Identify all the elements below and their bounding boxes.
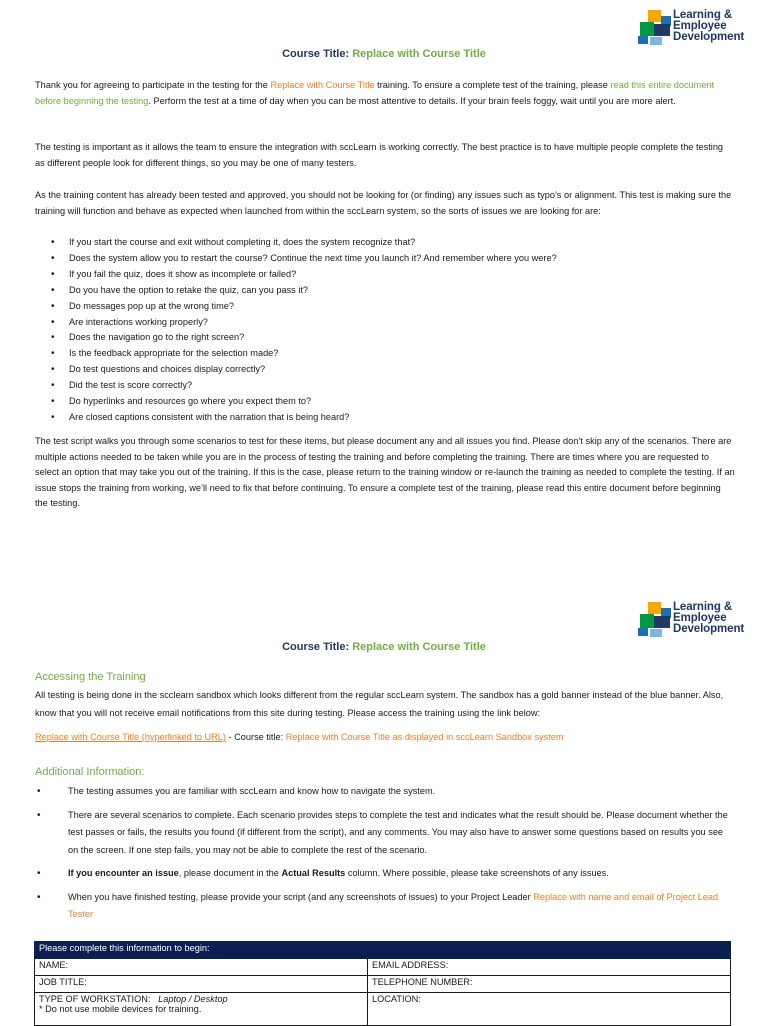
telephone-label: TELEPHONE NUMBER: bbox=[372, 977, 473, 987]
intro-p1-text-a: Thank you for agreeing to participate in the testing for the bbox=[35, 80, 271, 90]
accessing-training-heading: Accessing the Training bbox=[35, 671, 146, 683]
list-item: • Do hyperlinks and resources go where you expect them to? bbox=[35, 394, 735, 410]
intro-paragraph-4: The test script walks you through some scenarios to test for these items, but please document any and all issues you find. Please don’t skip any of the scenarios. There are multiple actions needed to be taken while you are in the process of testing the training and before completing the training. There are times where you are requested to select an option that may take you out of the training. If this is the case, please return to the training window or re-launch the training as needed to complete the testing. If an issue stops the training from working, we’ll need to fix that before continuing. To ensure a complete test of the training, please read this entire document before beginning the testing. bbox=[35, 436, 735, 509]
list-item bbox=[35, 783, 735, 801]
additional-item-3-column: Actual Results bbox=[281, 868, 346, 878]
logo-line-1: Learning & bbox=[673, 9, 733, 21]
learning-employee-development-logo bbox=[638, 602, 750, 642]
list-item: • Are closed captions consistent with the narration that is being heard? bbox=[35, 410, 735, 426]
list-item: • If you start the course and exit without completing it, does the system recognize that? bbox=[35, 235, 735, 251]
course-title-label: Course Title: bbox=[282, 641, 350, 653]
course-title-label: Course Title: bbox=[282, 48, 350, 60]
course-title-heading bbox=[0, 641, 768, 653]
intro-paragraph-1 bbox=[35, 78, 735, 109]
document-page-2 bbox=[0, 596, 768, 1024]
email-label: EMAIL ADDRESS: bbox=[372, 960, 449, 970]
workstation-field[interactable] bbox=[35, 993, 368, 1026]
list-item bbox=[35, 807, 735, 860]
course-title-value: Replace with Course Title bbox=[352, 48, 486, 60]
training-link-row bbox=[35, 732, 564, 742]
additional-item-3-bold: If you encounter an issue bbox=[68, 868, 179, 878]
additional-item-1: The testing assumes you are familiar with sccLearn and know how to navigate the system. bbox=[68, 786, 436, 796]
logo-line-3: Development bbox=[673, 31, 745, 43]
intro-paragraph-2: The testing is important as it allows the team to ensure the integration with sccLearn is working correctly. The best practice is to have multiple people complete the testing as different people look for different things, so you may be one of many testers. bbox=[35, 142, 724, 168]
additional-information-list bbox=[35, 783, 735, 930]
workstation-label: TYPE OF WORKSTATION: bbox=[39, 994, 151, 1004]
issue-checklist bbox=[35, 235, 735, 426]
intro-p1-text-b: training. To ensure a complete test of the training, please bbox=[374, 80, 611, 90]
list-item bbox=[35, 889, 735, 924]
logo-line-1: Learning & bbox=[673, 601, 733, 613]
accessing-training-body: All testing is being done in the scclearn sandbox which looks different from the regular sccLearn system. The sandbox has a gold banner instead of the blue banner. Also, know that you will not receive email notifications from this site during testing. Please access the training using the link below: bbox=[35, 690, 724, 718]
training-link[interactable]: Replace with Course Title (hyperlinked to URL) bbox=[35, 732, 226, 742]
list-item: • Do test questions and choices display correctly? bbox=[35, 362, 735, 378]
logo-mark-icon bbox=[638, 10, 672, 46]
list-item: • Does the system allow you to restart the course? Continue the next time you launch it? And remember where you were? bbox=[35, 251, 735, 267]
course-title-value: Replace with Course Title bbox=[352, 641, 486, 653]
job-title-field[interactable] bbox=[35, 976, 368, 993]
list-item: • Does the navigation go to the right screen? bbox=[35, 330, 735, 346]
training-link-separator: - Course title: bbox=[225, 732, 286, 742]
logo-text bbox=[673, 10, 744, 43]
mobile-device-note: * Do not use mobile devices for training. bbox=[39, 1004, 202, 1014]
logo-text bbox=[673, 602, 744, 635]
additional-item-2: There are several scenarios to complete. Each scenario provides steps to complete the test and indicates what the result should be. Please document whether the test passes or fails, the results you found (if different from the script), and any comments. You may also have to answer some questions based on results you see on the screen. If one step fails, you may not be able to complete the rest of the scenario. bbox=[68, 809, 728, 855]
additional-item-4-text: When you have finished testing, please provide your script (and any screenshots of issues) to your Project Leader bbox=[68, 891, 534, 902]
course-title-heading bbox=[0, 48, 768, 60]
tester-information-form bbox=[34, 941, 731, 1026]
additional-item-3-text-a: , please document in the bbox=[178, 868, 282, 878]
email-field[interactable] bbox=[368, 959, 731, 976]
list-item: • Do you have the option to retake the quiz, can you pass it? bbox=[35, 283, 735, 299]
location-field[interactable] bbox=[368, 993, 731, 1026]
list-item: • If you fail the quiz, does it show as incomplete or failed? bbox=[35, 267, 735, 283]
additional-item-4-project-lead: Replace with name and email of Project Lead Tester bbox=[68, 891, 719, 919]
telephone-field[interactable] bbox=[368, 976, 731, 993]
workstation-value: Laptop / Desktop bbox=[158, 994, 228, 1004]
list-item: • Are interactions working properly? bbox=[35, 315, 735, 331]
additional-information-heading: Additional Information: bbox=[35, 766, 145, 778]
list-item: • Do messages pop up at the wrong time? bbox=[35, 299, 735, 315]
intro-paragraph-3: As the training content has already been tested and approved, you should not be looking for (or finding) any issues such as typo’s or alignment. This test is making sure the training will function and behave as expected when launched from within the sccLearn system, so the sorts of issues we are looking for are: bbox=[35, 190, 732, 216]
list-item: • Did the test is score correctly? bbox=[35, 378, 735, 394]
intro-p1-read-instruction: read this entire document before beginning the testing bbox=[35, 80, 715, 106]
job-title-label: JOB TITLE: bbox=[39, 977, 87, 987]
location-label: LOCATION: bbox=[372, 994, 421, 1004]
logo-mark-icon bbox=[638, 602, 672, 638]
name-field[interactable] bbox=[35, 959, 368, 976]
list-item bbox=[35, 865, 735, 883]
form-header: Please complete this information to begin: bbox=[35, 942, 731, 959]
logo-line-2: Employee bbox=[673, 20, 727, 32]
logo-line-2: Employee bbox=[673, 612, 727, 624]
intro-p1-course-name: Replace with Course Title bbox=[270, 80, 375, 90]
learning-employee-development-logo bbox=[638, 10, 750, 50]
logo-line-3: Development bbox=[673, 623, 745, 635]
additional-item-3-text-b: column. Where possible, please take screenshots of any issues. bbox=[345, 868, 609, 878]
list-item: • Is the feedback appropriate for the selection made? bbox=[35, 346, 735, 362]
intro-p1-text-c: . Perform the test at a time of day when you can be most attentive to details. If your brain feels foggy, wait until you are more alert. bbox=[148, 95, 676, 106]
name-label: NAME: bbox=[39, 960, 69, 970]
training-display-name: Replace with Course Title as displayed in sccLearn Sandbox system bbox=[285, 732, 564, 742]
